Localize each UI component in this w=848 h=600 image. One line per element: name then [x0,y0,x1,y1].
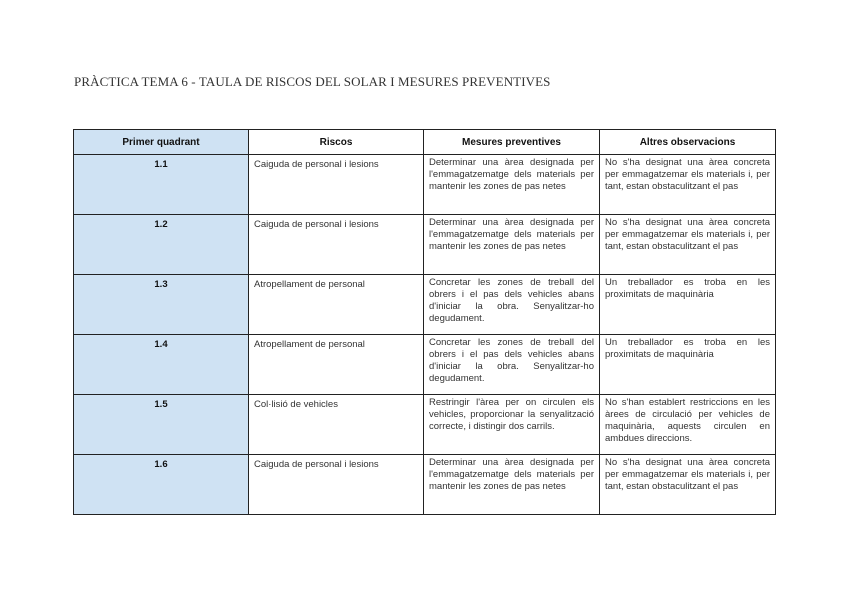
table-row [74,335,776,395]
table-row [74,395,776,455]
table-row [74,215,776,275]
header-primer-quadrant: Primer quadrant [74,130,249,155]
observation-cell: No s'ha designat una àrea concreta per emmagatzemar els materials i, per tant, estan obstaculitzant el pas [600,215,776,275]
observation-cell: Un treballador es troba en les proximitats de maquinària [600,335,776,395]
measure-cell: Concretar les zones de treball del obrers i el pas dels vehicles abans d'iniciar la obra. Senyalitzar-ho degudament. [424,275,600,335]
row-number: 1.2 [74,215,249,275]
risk-cell: Atropellament de personal [249,275,424,335]
risk-cell: Caiguda de personal i lesions [249,215,424,275]
observation-cell: No s'ha designat una àrea concreta per emmagatzemar els materials i, per tant, estan obstaculitzant el pas [600,155,776,215]
table-row [74,455,776,515]
header-altres-observacions: Altres observacions [600,130,776,155]
measure-cell: Determinar una àrea designada per l'emmagatzematge dels materials per mantenir les zones de pas netes [424,455,600,515]
observation-cell: Un treballador es troba en les proximitats de maquinària [600,275,776,335]
measure-cell: Determinar una àrea designada per l'emmagatzematge dels materials per mantenir les zones de pas netes [424,215,600,275]
row-number: 1.5 [74,395,249,455]
risk-cell: Col·lisió de vehicles [249,395,424,455]
row-number: 1.1 [74,155,249,215]
table-header-row [74,130,776,155]
observation-cell: No s'ha designat una àrea concreta per emmagatzemar els materials i, per tant, estan obstaculitzant el pas [600,455,776,515]
header-mesures-preventives: Mesures preventives [424,130,600,155]
risk-table [73,129,776,515]
row-number: 1.4 [74,335,249,395]
row-number: 1.3 [74,275,249,335]
header-riscos: Riscos [249,130,424,155]
measure-cell: Restringir l'àrea per on circulen els vehicles, proporcionar la senyalització correcte, i distingir dos carrils. [424,395,600,455]
measure-cell: Concretar les zones de treball del obrers i el pas dels vehicles abans d'iniciar la obra. Senyalitzar-ho degudament. [424,335,600,395]
risk-cell: Caiguda de personal i lesions [249,455,424,515]
risk-cell: Atropellament de personal [249,335,424,395]
measure-cell: Determinar una àrea designada per l'emmagatzematge dels materials per mantenir les zones de pas netes [424,155,600,215]
page-title: PRÀCTICA TEMA 6 - TAULA DE RISCOS DEL SOLAR I MESURES PREVENTIVES [74,74,551,89]
observation-cell: No s'han establert restriccions en les àrees de circulació per vehicles de maquinària, aquests circulen en ambdues direccions. [600,395,776,455]
row-number: 1.6 [74,455,249,515]
table-row [74,155,776,215]
table-row [74,275,776,335]
risk-cell: Caiguda de personal i lesions [249,155,424,215]
